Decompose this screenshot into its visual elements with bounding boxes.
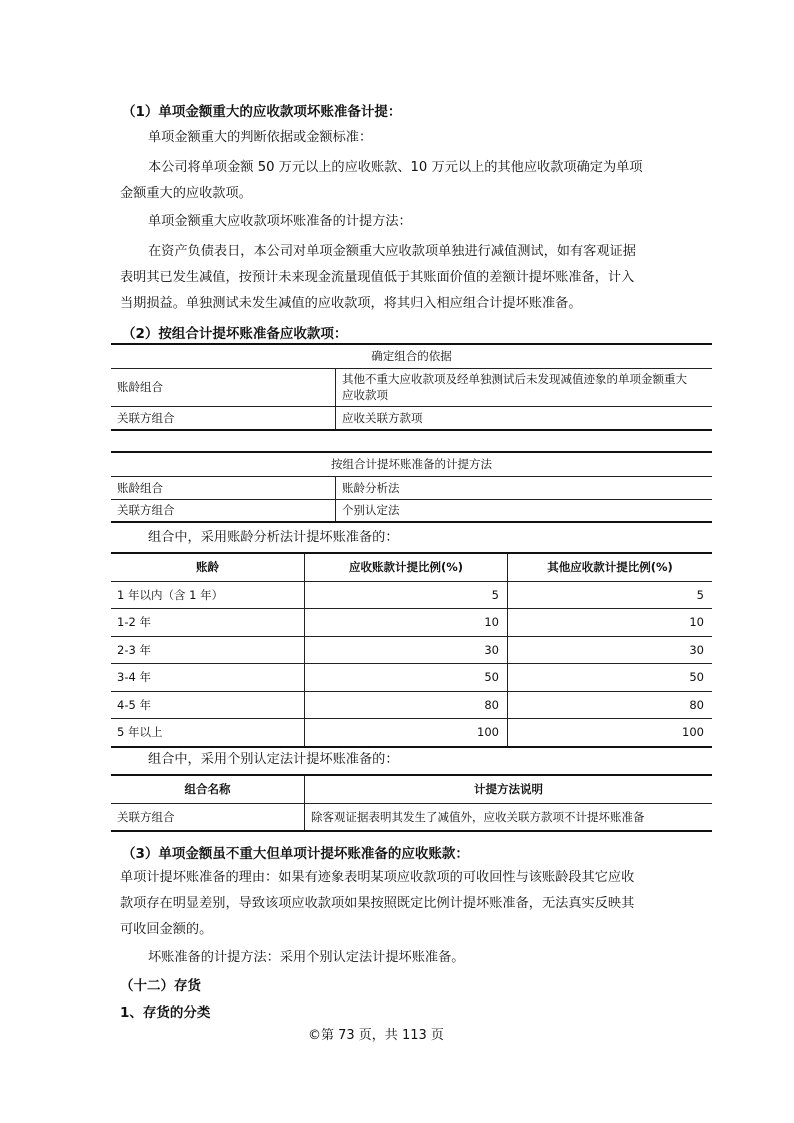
aging-header-ar: 应收账款计提比例(%)	[305, 553, 508, 581]
aging-other-ratio: 5	[508, 581, 713, 609]
method-table-title: 按组合计提坏账准备的计提方法	[111, 452, 712, 476]
method-label: 单项金额重大应收款项坏账准备的计提方法：	[148, 214, 412, 229]
aging-age: 5 年以上	[111, 719, 305, 747]
aging-other-ratio: 80	[508, 691, 713, 719]
section-3-heading: （3）单项金额虽不重大但单项计提坏账准备的应收账款：	[122, 846, 469, 862]
aging-age: 3-4 年	[111, 664, 305, 692]
aging-ar-ratio: 80	[305, 691, 508, 719]
table-row	[111, 581, 712, 609]
combination-method-table	[111, 451, 712, 523]
table-row	[111, 719, 712, 747]
individual-method-table	[111, 774, 712, 832]
table-row	[111, 803, 712, 831]
basis-row-desc	[336, 368, 713, 406]
basis-table-title: 确定组合的依据	[111, 344, 712, 368]
bad-debt-method: 坏账准备的计提方法：采用个别认定法计提坏账准备。	[148, 950, 465, 965]
aging-header-other: 其他应收款计提比例(%)	[508, 553, 713, 581]
reason-line-1: 单项计提坏账准备的理由：如果有迹象表明某项应收款项的可收回性与该账龄段其它应收	[120, 870, 635, 885]
aging-ar-ratio: 10	[305, 609, 508, 637]
reason-line-2: 款项存在明显差别，导致该项应收款项如果按照既定比例计提坏账准备，无法真实反映其	[120, 896, 635, 911]
method-row-name: 关联方组合	[111, 499, 336, 522]
aging-age: 1 年以内（含 1 年）	[111, 581, 305, 609]
aging-age: 4-5 年	[111, 691, 305, 719]
basis-row-name: 关联方组合	[111, 406, 336, 430]
method-line-2: 表明其已发生减值，按预计未来现金流量现值低于其账面价值的差额计提坏账准备，计入	[120, 270, 635, 285]
individual-row-name: 关联方组合	[111, 803, 305, 831]
reason-line-3: 可收回金额的。	[120, 922, 213, 937]
aging-ar-ratio: 5	[305, 581, 508, 609]
aging-other-ratio: 10	[508, 609, 713, 637]
basis-row-desc-line-1: 其他不重大应收款项及经单独测试后未发现减值迹象的单项金额重大	[342, 372, 687, 386]
aging-age: 2-3 年	[111, 636, 305, 664]
aging-other-ratio: 50	[508, 664, 713, 692]
page-number: ©第 73 页，共 113 页	[308, 1028, 444, 1043]
inventory-classification-heading: 1、存货的分类	[120, 1005, 211, 1021]
individual-header-desc: 计提方法说明	[305, 775, 713, 803]
table-row	[111, 368, 712, 406]
individual-intro: 组合中，采用个别认定法计提坏账准备的：	[148, 752, 399, 767]
table-row	[111, 476, 712, 499]
method-line-1: 在资产负债表日，本公司对单项金额重大应收款项单独进行减值测试，如有客观证据	[148, 244, 636, 259]
aging-other-ratio: 100	[508, 719, 713, 747]
table-row	[111, 664, 712, 692]
table-row	[111, 691, 712, 719]
aging-header-age: 账龄	[111, 553, 305, 581]
basis-row-desc: 应收关联方款项	[336, 406, 713, 430]
aging-intro: 组合中，采用账龄分析法计提坏账准备的：	[148, 530, 399, 545]
table-row	[111, 499, 712, 522]
section-1-heading: （1）单项金额重大的应收款项坏账准备计提：	[122, 104, 402, 120]
table-row	[111, 609, 712, 637]
basis-row-name: 账龄组合	[111, 368, 336, 406]
method-row-name: 账龄组合	[111, 476, 336, 499]
aging-ar-ratio: 50	[305, 664, 508, 692]
section-2-heading: （2）按组合计提坏账准备应收款项：	[122, 326, 348, 342]
table-row	[111, 636, 712, 664]
section-12-heading: （十二）存货	[120, 978, 201, 994]
criteria-line-1: 本公司将单项金额 50 万元以上的应收账款、10 万元以上的其他应收款项确定为单项	[148, 160, 643, 175]
aging-other-ratio: 30	[508, 636, 713, 664]
criteria-label: 单项金额重大的判断依据或金额标准：	[148, 130, 373, 145]
criteria-line-2: 金额重大的应收款项。	[120, 186, 252, 201]
aging-age: 1-2 年	[111, 609, 305, 637]
method-row-method: 账龄分析法	[336, 476, 713, 499]
individual-row-desc: 除客观证据表明其发生了减值外，应收关联方款项不计提坏账准备	[305, 803, 713, 831]
aging-ratio-table	[111, 552, 712, 748]
aging-ar-ratio: 30	[305, 636, 508, 664]
table-row	[111, 406, 712, 430]
combination-basis-table	[111, 343, 712, 431]
aging-ar-ratio: 100	[305, 719, 508, 747]
method-line-3: 当期损益。单独测试未发生减值的应收款项，将其归入相应组合计提坏账准备。	[120, 296, 582, 311]
individual-header-name: 组合名称	[111, 775, 305, 803]
method-row-method: 个别认定法	[336, 499, 713, 522]
basis-row-desc-line-2: 应收款项	[342, 388, 388, 402]
